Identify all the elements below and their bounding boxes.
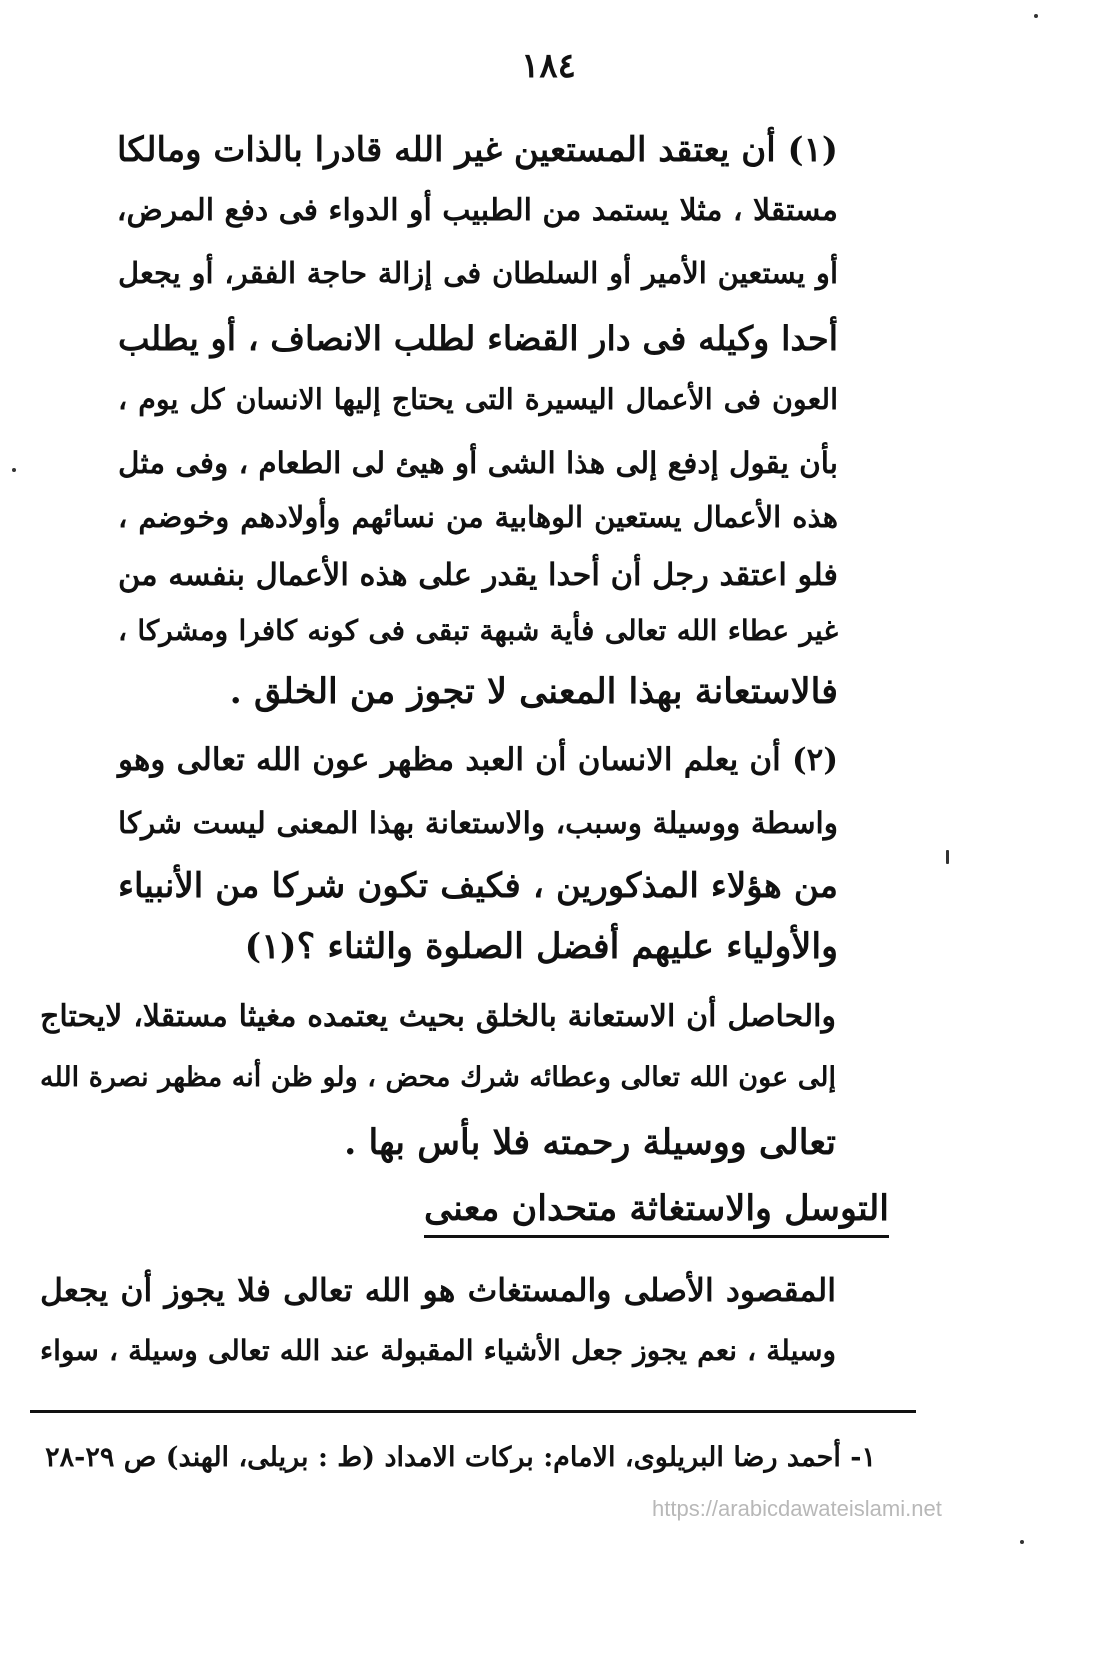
scan-speck: [1034, 14, 1038, 18]
paragraph-3-line: تعالى ووسيلة رحمته فلا بأس بها .: [344, 1122, 836, 1163]
section-body-line: وسيلة ، نعم يجوز جعل الأشياء المقبولة عند الله تعالى وسيلة ، سواء: [40, 1334, 836, 1367]
paragraph-2-line: من هؤلاء المذكورين ، فكيف تكون شركا من الأنبياء: [118, 866, 838, 906]
paragraph-1-line: أحدا وكيله فى دار القضاء لطلب الانصاف ، أو يطلب: [118, 319, 838, 358]
paragraph-1-line: فلو اعتقد رجل أن أحدا يقدر على هذه الأعمال بنفسه من: [118, 557, 838, 593]
watermark-url: https://arabicdawateislami.net: [652, 1496, 942, 1521]
paragraph-2-line: واسطة ووسيلة وسبب، والاستعانة بهذا المعنى ليست شركا: [118, 805, 838, 840]
section-body-line: المقصود الأصلى والمستغاث هو الله تعالى فلا يجوز أن يجعل: [40, 1272, 836, 1309]
paragraph-2-line: (٢) أن يعلم الانسان أن العبد مظهر عون الله تعالى وهو: [118, 742, 838, 778]
paragraph-1-line: أو يستعين الأمير أو السلطان فى إزالة حاجة الفقر، أو يجعل: [118, 256, 838, 290]
paragraph-1-line: بأن يقول إدفع إلى هذا الشى أو هيئ لى الطعام ، وفى مثل: [118, 445, 838, 480]
paragraph-1-line: (١) أن يعتقد المستعين غير الله قادرا بالذات ومالكا: [117, 130, 838, 170]
paragraph-3-line: والحاصل أن الاستعانة بالخلق بحيث يعتمده مغيثا مستقلا، لايحتاج: [40, 999, 836, 1034]
page-number: ١٨٤: [521, 46, 576, 86]
paragraph-1-line: العون فى الأعمال اليسيرة التى يحتاج إليها الانسان كل يوم ،: [118, 382, 838, 416]
paragraph-3-line: إلى عون الله تعالى وعطائه شرك محض ، ولو ظن أنه مظهر نصرة الله: [40, 1062, 836, 1093]
paragraph-2-line: والأولياء عليهم أفضل الصلوة والثناء ؟(١): [244, 926, 838, 967]
footnote-separator: [30, 1410, 916, 1413]
scan-speck: [946, 850, 949, 864]
scan-speck: [1020, 1540, 1024, 1544]
footnote: ١- أحمد رضا البريلوى، الامام: بركات الامداد (ط : بريلى، الهند) ص ٢٩-٢٨: [45, 1442, 876, 1473]
section-heading: التوسل والاستغاثة متحدان معنى: [424, 1188, 889, 1238]
paragraph-1-line: غير عطاء الله تعالى فأية شبهة تبقى فى كونه كافرا ومشركا ،: [118, 614, 838, 647]
scan-speck: [12, 468, 16, 472]
paragraph-1-line: مستقلا ، مثلا يستمد من الطبيب أو الدواء فى دفع المرض،: [116, 193, 838, 228]
paragraph-1-line: فالاستعانة بهذا المعنى لا تجوز من الخلق .: [229, 671, 838, 712]
paragraph-1-line: هذه الأعمال يستعين الوهابية من نسائهم وأولادهم وخوضم ،: [118, 500, 838, 534]
